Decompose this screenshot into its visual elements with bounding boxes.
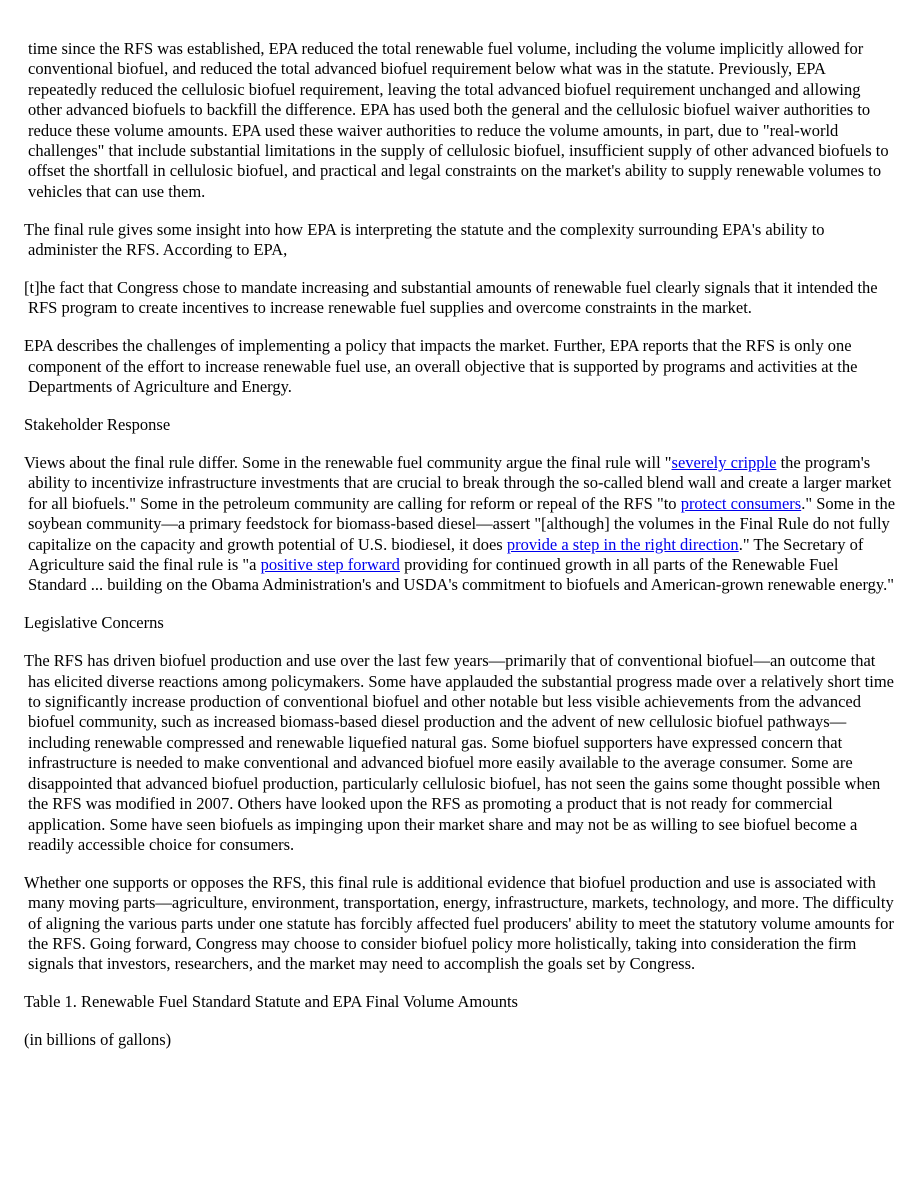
text-segment: ." Some in the soybean community—a primary feedstock for biomass-based diesel—assert "[although] the volumes in the Final Rule do not fully capitalize on the capacity and growth potential of U.S. biodiesel, it does	[28, 493, 896, 554]
quote-epa: [t]he fact that Congress chose to mandate increasing and substantial amounts of renewable fuel clearly signals that it intended the RFS program to create incentives to increase renewable fuel supplies and overcome constraints in the market.	[24, 278, 878, 318]
link-positive-step-forward[interactable]: positive step forward	[260, 555, 400, 575]
link-protect-consumers[interactable]: protect consumers	[680, 493, 802, 513]
link-step-right-direction[interactable]: provide a step in the right direction	[506, 534, 739, 554]
heading-legislative-concerns: Legislative Concerns	[24, 613, 164, 633]
paragraph-policymaker-reactions: The RFS has driven biofuel production and use over the last few years—primarily that of conventional biofuel—an outcome that has elicited diverse reactions among policymakers. Some have applauded the substantial progress made over a relatively short time to significantly increase production of conventional biofuel and other notable but less visible achievements from the advanced biofuel community, such as increased biomass-based diesel production and the advent of new cellulosic biofuel pathways—including renewable compressed and renewable liquefied natural gas. Some biofuel supporters have expressed concern that infrastructure is needed to make conventional and advanced biofuel more easily available to the average consumer. Some are disappointed that advanced biofuel production, particularly cellulosic biofuel, has not seen the gains some thought possible when the RFS was modified in 2007. Others have looked upon the RFS as promoting a product that is not ready for commercial application. Some have seen biofuels as impinging upon their market share and may not be as willing to see biofuel become a readily accessible choice for consumers.	[24, 651, 894, 854]
heading-stakeholder-response: Stakeholder Response	[24, 415, 171, 435]
paragraph-conclusion: Whether one supports or opposes the RFS, this final rule is additional evidence that biofuel production and use is associated with many moving parts—agriculture, environment, transportation, energy, infrastructure, markets, technology, and more. The difficulty of aligning the various parts under one statute has forcibly affected fuel producers' ability to meet the statutory volume amounts for the RFS. Going forward, Congress may choose to consider biofuel policy more holistically, taking into consideration the firm signals that investors, researchers, and the market may need to accomplish the goals set by Congress.	[24, 872, 894, 974]
paragraph-final-rule-insight: The final rule gives some insight into how EPA is interpreting the statute and the complexity surrounding EPA's ability to administer the RFS. According to EPA,	[24, 219, 825, 260]
paragraph-waiver-history: time since the RFS was established, EPA reduced the total renewable fuel volume, including the volume implicitly allowed for conventional biofuel, and reduced the total advanced biofuel requirement below what was in the statute. Previously, EPA repeatedly reduced the cellulosic biofuel requirement, leaving the total advanced biofuel requirement unchanged and allowing other advanced biofuels to backfill the difference. EPA has used both the general and the cellulosic biofuel waiver authorities to reduce these volume amounts. EPA used these waiver authorities to reduce the volume amounts, in part, due to "real-world challenges" that include substantial limitations in the supply of cellulosic biofuel, insufficient supply of other advanced biofuels to offset the shortfall in cellulosic biofuel, and practical and legal constraints on the market's ability to supply renewable volumes to vehicles that can use them.	[28, 39, 889, 201]
paragraph-stakeholder-views	[24, 453, 896, 596]
link-severely-cripple[interactable]: severely cripple	[671, 453, 777, 472]
paragraph-challenges: EPA describes the challenges of implementing a policy that impacts the market. Further, EPA reports that the RFS is only one component of the effort to increase renewable fuel use, an overall objective that is supported by programs and activities at the Departments of Agriculture and Energy.	[24, 336, 858, 397]
table-units: (in billions of gallons)	[24, 1030, 172, 1050]
text-segment: Views about the final rule differ. Some in the renewable fuel community argue the final rule will "	[24, 453, 672, 472]
table-caption: Table 1. Renewable Fuel Standard Statute and EPA Final Volume Amounts	[24, 992, 518, 1012]
text-segment: ." The Secretary of Agriculture said the final rule is "a	[28, 534, 864, 575]
text-segment: providing for continued growth in all parts of the Renewable Fuel Standard ... building on the Obama Administration's and USDA's commitment to biofuels and American-grown renewable energy."	[28, 555, 894, 595]
text-segment: the program's ability to incentivize infrastructure investments that are crucial to break through the so-called blend wall and create a larger market for all biofuels." Some in the petroleum community are calling for reform or repeal of the RFS "to	[28, 453, 892, 513]
